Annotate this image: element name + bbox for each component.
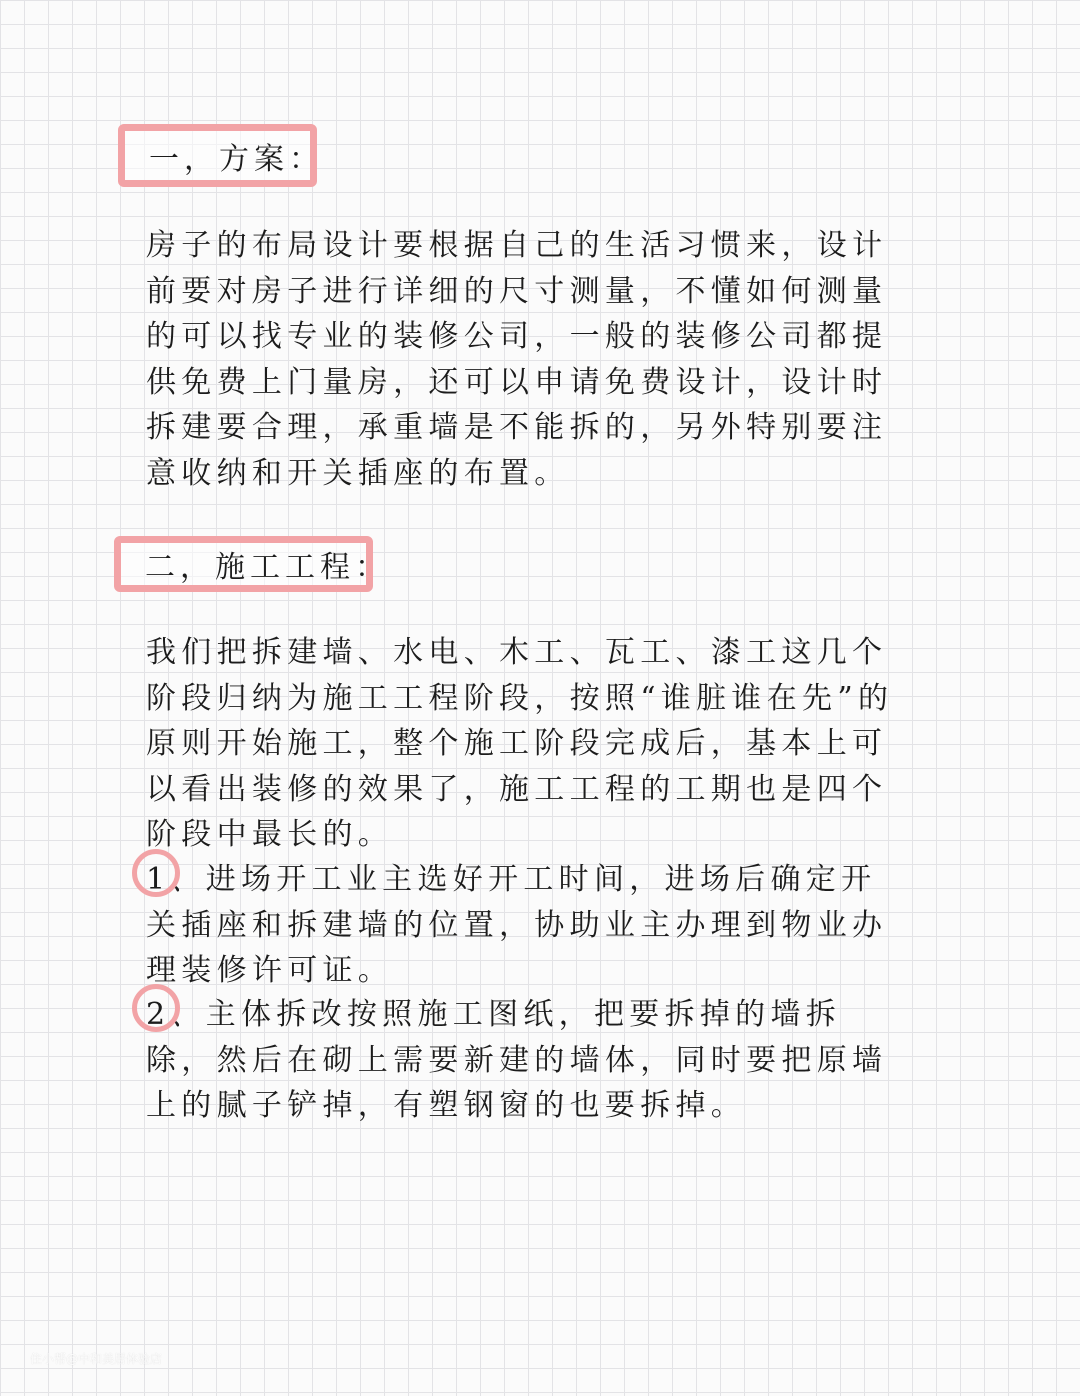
step-number-circle: 1、	[146, 857, 206, 903]
plan-paragraph: 房子的布局设计要根据自己的生活习惯来，设计前要对房子进行详细的尺寸测量，不懂如何测量的可以找专业的装修公司，一般的装修公司都提供免费上门量房，还可以申请免费设计，设计时拆建要合理，承重墙是不能拆的，另外特别要注意收纳和开关插座的布置。	[146, 228, 888, 491]
step-text: 主体拆改按照施工图纸，把要拆掉的墙拆除，然后在砌上需要新建的墙体，同时要把原墙上的腻子铲掉，有塑钢窗的也要拆掉。	[146, 997, 888, 1123]
step-item	[146, 992, 894, 1129]
step-item	[146, 857, 894, 994]
section-heading-text: 二，施工工程：	[145, 550, 390, 585]
section-heading-text: 一，方案：	[149, 141, 324, 177]
section-heading-plan	[118, 124, 324, 187]
construction-paragraph: 我们把拆建墙、水电、木工、瓦工、漆工这几个阶段归纳为施工工程阶段，按照“谁脏谁在先”的原则开始施工，整个施工阶段完成后，基本上可以看出装修的效果了，施工工程的工期也是四个阶段中最长的。	[146, 635, 894, 852]
step-text: 进场开工业主选好开工时间，进场后确定开关插座和拆建墙的位置，协助业主办理到物业办理装修许可证。	[146, 862, 888, 988]
step-number-circle: 2、	[146, 992, 206, 1038]
section-heading-construction	[114, 536, 390, 592]
watermark: 住小帮@中和美居体验店	[30, 1352, 163, 1366]
